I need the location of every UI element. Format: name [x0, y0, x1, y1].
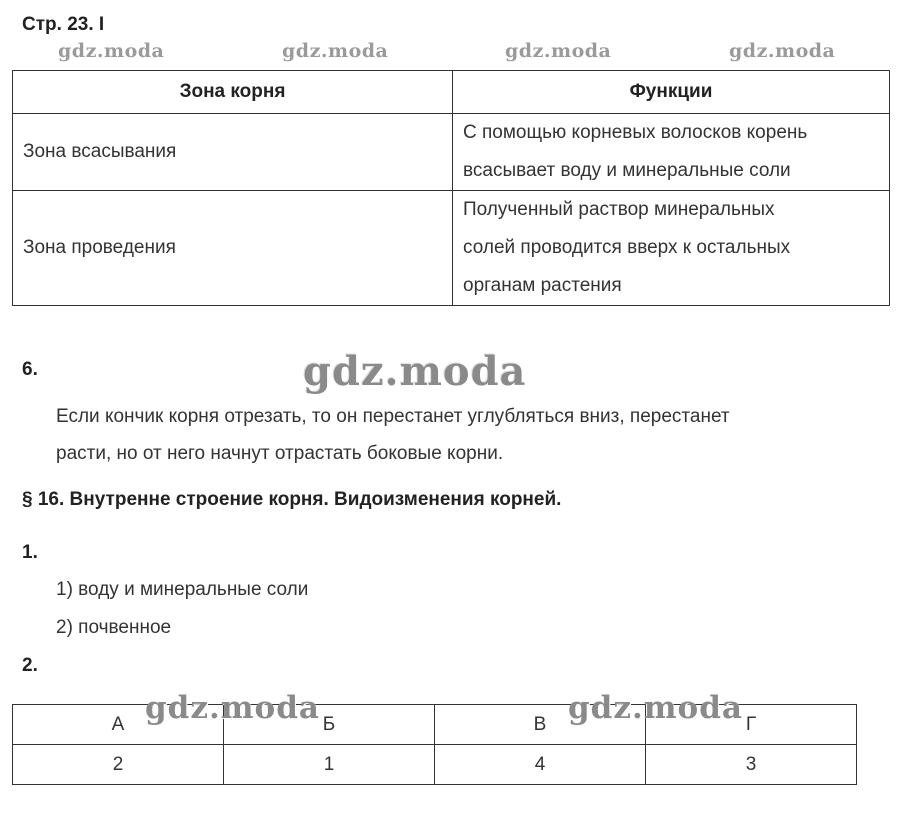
- table-row: [13, 114, 890, 191]
- watermark-large-1: gdz.moda: [303, 348, 527, 395]
- answer-value: 4: [435, 745, 646, 785]
- zone-cell: Зона проведения: [13, 191, 453, 306]
- answer-header: Б: [224, 705, 435, 745]
- task2-number: 2.: [22, 655, 38, 676]
- answer-value: 3: [646, 745, 857, 785]
- function-line: всасывает воду и минеральные соли: [463, 160, 791, 181]
- watermark-2: gdz.moda: [282, 40, 389, 62]
- page-heading: Стр. 23. I: [22, 14, 105, 35]
- function-line: органам растения: [463, 275, 622, 296]
- answer-header: А: [13, 705, 224, 745]
- watermark-1: gdz.moda: [58, 40, 165, 62]
- watermark-4: gdz.moda: [729, 40, 836, 62]
- task1-number: 1.: [22, 542, 38, 563]
- answer-header: Г: [646, 705, 857, 745]
- answers-value-row: [13, 745, 857, 785]
- root-zones-table: [12, 70, 890, 306]
- watermark-large-3: gdz.moda: [568, 690, 743, 726]
- answer-value: 2: [13, 745, 224, 785]
- task6-answer: [56, 398, 730, 472]
- task6-number: 6.: [22, 359, 38, 380]
- function-cell: [453, 114, 890, 191]
- task1-item: 2) почвенное: [56, 617, 172, 638]
- section-title: § 16. Внутренне строение корня. Видоизменения корней.: [22, 489, 562, 510]
- answer-header: В: [435, 705, 646, 745]
- header-zone: Зона корня: [13, 71, 453, 114]
- zone-cell: Зона всасывания: [13, 114, 453, 191]
- task1-item: 1) воду и минеральные соли: [56, 579, 309, 600]
- function-line: С помощью корневых волосков корень: [463, 122, 808, 143]
- watermark-3: gdz.moda: [505, 40, 612, 62]
- table-row: [13, 191, 890, 306]
- watermark-large-2: gdz.moda: [145, 690, 320, 726]
- header-functions: Функции: [453, 71, 890, 114]
- function-cell: [453, 191, 890, 306]
- function-line: Полученный раствор минеральных: [463, 199, 775, 220]
- table-header-row: [13, 71, 890, 114]
- function-line: солей проводится вверх к остальных: [463, 237, 791, 258]
- answer-value: 1: [224, 745, 435, 785]
- task6-line: расти, но от него начнут отрастать боковые корни.: [56, 443, 504, 464]
- task6-line: Если кончик корня отрезать, то он перестанет углубляться вниз, перестанет: [56, 406, 730, 427]
